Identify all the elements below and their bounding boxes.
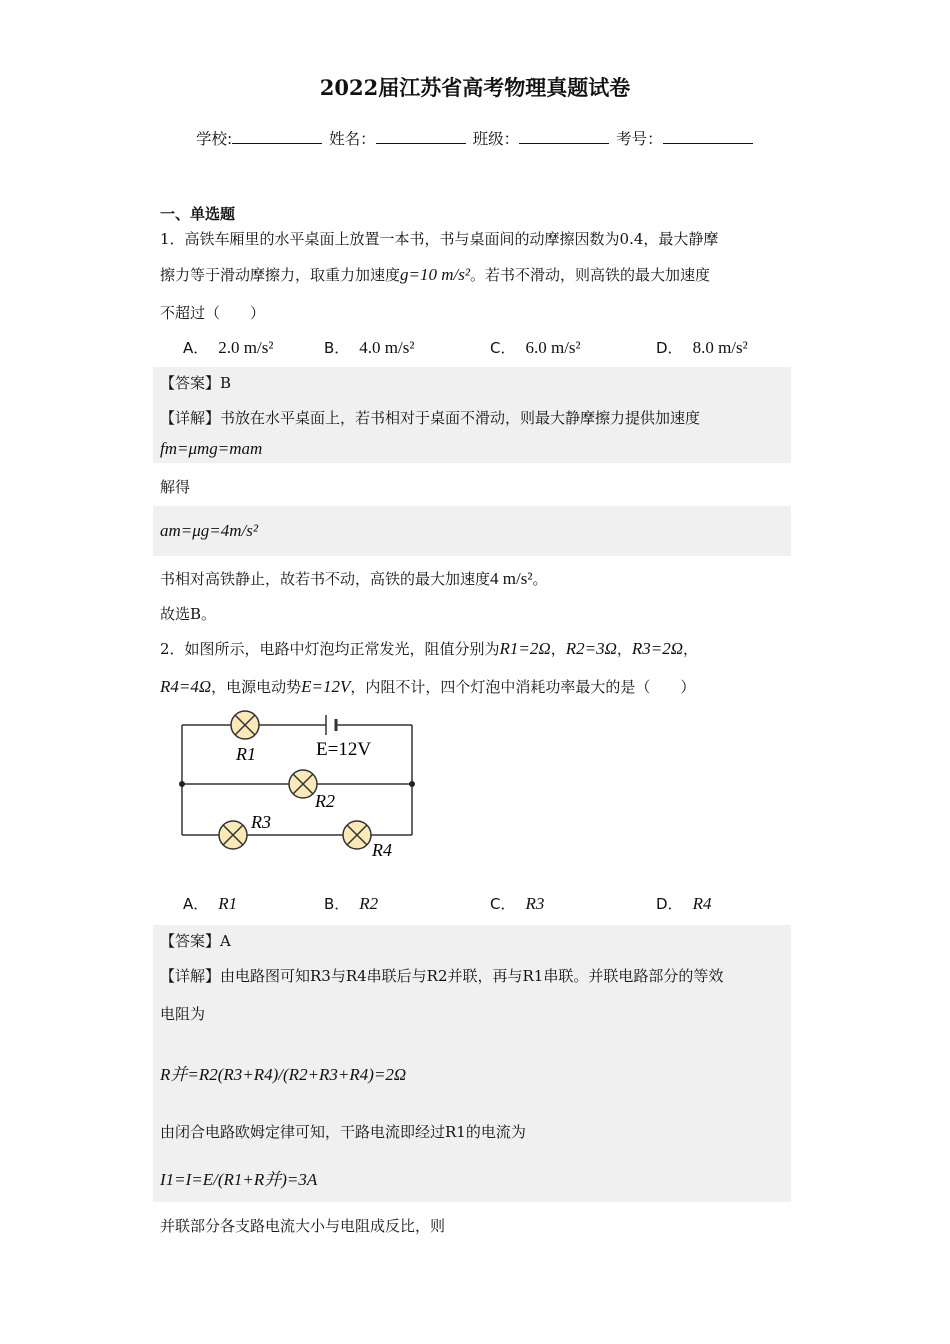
q1-answer: 【答案】B — [160, 374, 232, 392]
q1-option-b[interactable]: B． 4.0 m/s² — [324, 338, 415, 357]
q2-answer: 【答案】A — [160, 932, 231, 950]
school-label: 学校: — [196, 130, 233, 148]
q1-option-c[interactable]: C． 6.0 m/s² — [490, 338, 581, 357]
circuit-diagram — [170, 710, 430, 870]
label-r2: R2 — [315, 791, 335, 811]
q2-last: 并联部分各支路电流大小与电阻成反比，则 — [160, 1217, 446, 1235]
class-label: 班级： — [472, 130, 520, 148]
q2-option-b[interactable]: B． R2 — [324, 894, 379, 913]
junction-left — [179, 781, 185, 787]
bulb-r3-icon — [219, 821, 247, 849]
page-title: 2022届江苏省高考物理真题试卷 — [319, 75, 631, 100]
q1-line2: 擦力等于滑动摩擦力，取重力加速度g=10 m/s²。若书不滑动，则高铁的最大加速度 — [160, 265, 710, 284]
q2-detail1: 【详解】由电路图可知R3与R4串联后与R2并联，再与R1串联。并联电路部分的等效 — [160, 967, 724, 985]
q1-gravity-formula: g=10 m/s² — [400, 265, 470, 284]
label-r4: R4 — [372, 840, 392, 860]
q1-select: 故选B。 — [160, 605, 217, 623]
q2-option-d[interactable]: D． R4 — [656, 894, 712, 913]
section-heading: 一、单选题 — [160, 205, 236, 223]
q1-line3: 不超过（ ） — [160, 304, 266, 322]
school-blank[interactable] — [232, 129, 322, 144]
q1-eq2: am=μg=4m/s² — [160, 521, 258, 540]
label-r1: R1 — [236, 744, 256, 764]
q1-conclusion: 书相对高铁静止，故若书不动，高铁的最大加速度4 m/s²。 — [160, 569, 548, 588]
q2-line1: 2．如图所示，电路中灯泡均正常发光，阻值分别为R1=2Ω，R2=3Ω，R3=2Ω， — [160, 639, 699, 658]
q2-line2: R4=4Ω，电源电动势E=12V，内阻不计，四个灯泡中消耗功率最大的是（ ） — [160, 677, 696, 696]
number-label: 考号： — [616, 130, 663, 148]
class-blank[interactable] — [519, 129, 609, 144]
label-r3: R3 — [251, 812, 271, 832]
q2-eq2: I1=I=E/(R1+R并)=3A — [160, 1170, 318, 1189]
battery-icon — [326, 715, 336, 735]
student-info-line — [196, 127, 755, 149]
q1-solve: 解得 — [160, 478, 191, 496]
q2-option-c[interactable]: C． R3 — [490, 894, 545, 913]
bulb-r2-icon — [289, 770, 317, 798]
name-label: 姓名： — [329, 130, 376, 148]
q2-detail2: 电阻为 — [160, 1005, 206, 1023]
junction-right — [409, 781, 415, 787]
bulb-r4-icon — [343, 821, 371, 849]
bulb-r1-icon — [231, 711, 259, 739]
label-emf: E=12V — [316, 739, 372, 760]
q1-eq1: fm=μmg=mam — [160, 439, 263, 458]
q2-option-a[interactable]: A． R1 — [183, 894, 238, 913]
q2-eq1: R并=R2(R3+R4)/(R2+R3+R4)=2Ω — [160, 1065, 407, 1084]
number-blank[interactable] — [663, 129, 753, 144]
q1-detail: 【详解】书放在水平桌面上，若书相对于桌面不滑动，则最大静摩擦力提供加速度 — [160, 409, 701, 427]
q1-option-d[interactable]: D． 8.0 m/s² — [656, 338, 748, 357]
name-blank[interactable] — [376, 129, 466, 144]
q2-ohm: 由闭合电路欧姆定律可知，干路电流即经过R1的电流为 — [160, 1123, 526, 1141]
q1-option-a[interactable]: A． 2.0 m/s² — [183, 338, 274, 357]
q1-line1: 1．高铁车厢里的水平桌面上放置一本书，书与桌面间的动摩擦因数为0.4，最大静摩 — [160, 230, 719, 248]
